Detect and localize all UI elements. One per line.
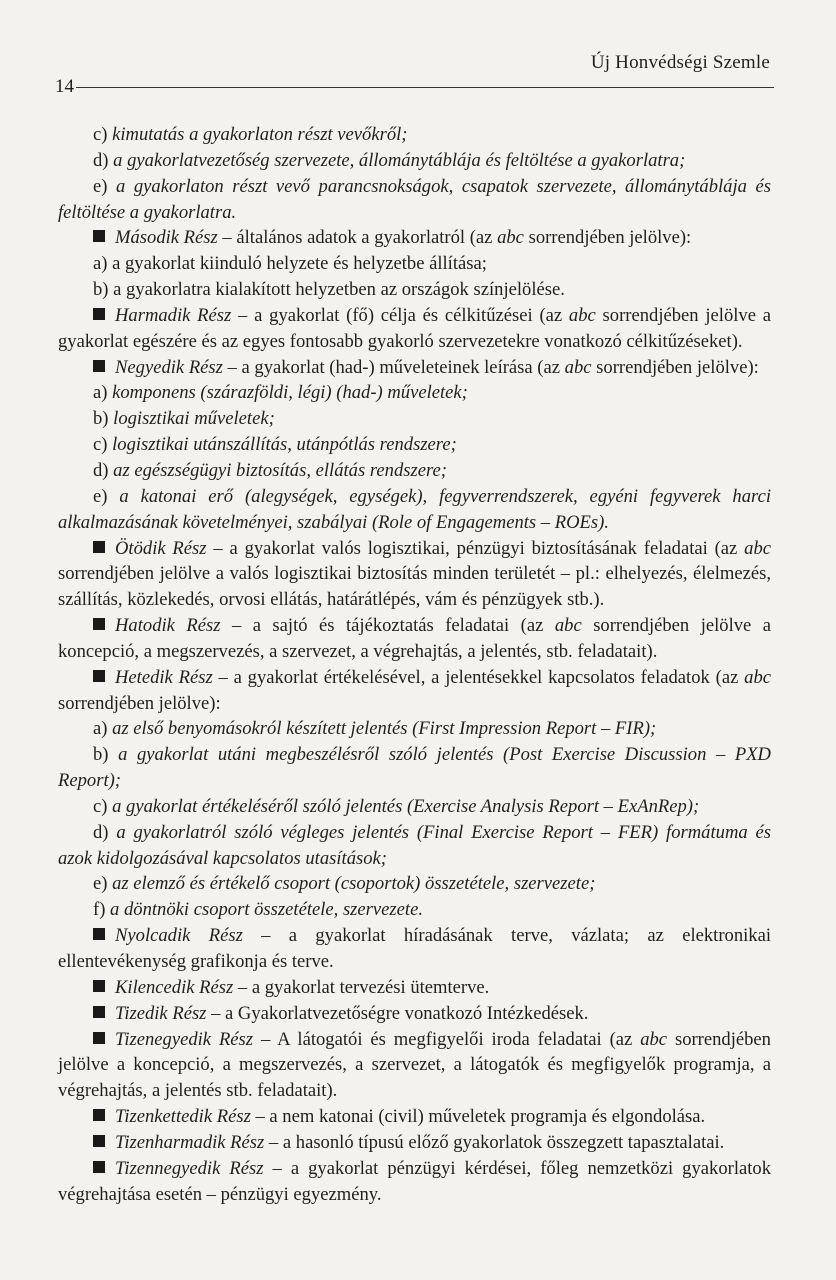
part-text: – általános adatok a gyakorlatról (az: [217, 227, 498, 249]
part-title: Harmadik Rész: [115, 304, 232, 326]
square-bullet-icon: [93, 928, 105, 940]
part-text: – a nem katonai (civil) műveletek programja és elgondolása.: [250, 1106, 706, 1128]
part-7: [58, 665, 771, 717]
abc-term: abc: [554, 615, 582, 637]
part-title: Tizennegyedik Rész: [115, 1157, 264, 1179]
part-title: Hetedik Rész: [115, 666, 213, 688]
part-text: sorrendjében jelölve):: [591, 356, 759, 378]
item-text: a gyakorlatvezetőség szervezete, állománytáblája és feltöltése a gyakorlatra;: [113, 149, 686, 171]
square-bullet-icon: [93, 1109, 105, 1121]
list-item-a: a) a gyakorlat kiinduló helyzete és helyzetbe állítása;: [93, 253, 487, 275]
list-item-c: [58, 122, 771, 148]
journal-title: Új Honvédségi Szemle: [590, 52, 770, 73]
part-text: sorrendjében jelölve):: [58, 692, 221, 714]
abc-term: abc: [497, 227, 524, 249]
item-text: az egészségügyi biztosítás, ellátás rendszere;: [113, 459, 447, 481]
part-title: Tizedik Rész: [115, 1002, 207, 1024]
part-6: [58, 613, 771, 665]
item-label: c): [93, 124, 108, 145]
list-item-f: [58, 897, 771, 923]
part-text: – A látogatói és megfigyelői iroda feladatai (az: [253, 1028, 641, 1050]
item-text: logisztikai utánszállítás, utánpótlás rendszere;: [112, 434, 457, 456]
part-text: – a gyakorlat híradásának terve, vázlata; az elektronikai ellentevékenység grafikonja és terve.: [58, 925, 771, 972]
part-text: sorrendjében jelölve):: [523, 227, 692, 249]
part-title: Tizenegyedik Rész: [115, 1028, 254, 1050]
part-text: – a hasonló típusú előző gyakorlatok összegzett tapasztalatai.: [264, 1131, 725, 1153]
item-text: a gyakorlat értékeléséről szóló jelentés (Exercise Analysis Report – ExAnRep);: [112, 795, 700, 817]
list-item-e: [58, 871, 771, 897]
part-4: [58, 355, 771, 381]
list-item-e: [58, 174, 771, 226]
part-title: Nyolcadik Rész: [115, 925, 243, 947]
list-item-b: b) a gyakorlatra kialakított helyzetben az országok színjelölése.: [93, 279, 565, 301]
square-bullet-icon: [93, 1135, 105, 1147]
part-13: [58, 1130, 771, 1156]
part-title: Hatodik Rész: [115, 615, 221, 637]
list-item-b: [58, 742, 771, 794]
item-label: d): [93, 459, 109, 481]
part-text: – a gyakorlat (fő) célja és célkitűzései (az: [231, 304, 569, 326]
item-label: d): [93, 821, 109, 843]
abc-term: abc: [744, 666, 771, 688]
part-10: [58, 1001, 771, 1027]
square-bullet-icon: [93, 670, 105, 682]
item-text: a katonai erő (alegységek, egységek), fegyverrendszerek, egyéni fegyverek harci alkalmazásának követelményei, szabályai (Role of Engagements – ROEs).: [58, 485, 771, 533]
item-label: e): [93, 873, 108, 895]
part-text: sorrendjében jelölve a koncepció, a megszervezés, a szervezet, a végrehajtás, a jelentés, stb. feladatait).: [58, 615, 772, 662]
item-label: b): [93, 408, 109, 430]
part-title: Tizenharmadik Rész: [115, 1131, 265, 1153]
item-text: kimutatás a gyakorlaton részt vevőkről;: [112, 124, 408, 145]
item-text: a gyakorlatról szóló végleges jelentés (Final Exercise Report – FER) formátuma és azok kidolgozásával kapcsolatos utasítások;: [58, 821, 771, 869]
part-title: Második Rész: [115, 227, 218, 249]
item-label: d): [93, 149, 109, 171]
header-rule: [76, 87, 774, 88]
square-bullet-icon: [93, 1006, 105, 1018]
part-3: [58, 303, 771, 355]
item-label: e): [93, 175, 108, 197]
list-item-c: [58, 794, 771, 820]
abc-term: abc: [568, 304, 596, 326]
square-bullet-icon: [93, 980, 105, 992]
item-text: komponens (szárazföldi, légi) (had-) műveletek;: [112, 382, 468, 404]
item-label: c): [93, 434, 108, 456]
item-text: a gyakorlat utáni megbeszélésről szóló jelentés (Post Exercise Discussion – PXD Report);: [58, 744, 771, 792]
part-text: – a gyakorlat értékelésével, a jelentésekkel kapcsolatos feladatok (az: [212, 666, 745, 688]
part-text: – a gyakorlat pénzügyi kérdései, főleg nemzetközi gyakorlatok végrehajtása esetén – pénzügyi egyezmény.: [58, 1157, 771, 1205]
part-text: – a gyakorlat valós logisztikai, pénzügyi biztosításának feladatai (az: [206, 537, 745, 559]
part-title: Ötödik Rész: [115, 537, 207, 559]
list-item-c: [58, 432, 771, 458]
item-label: e): [93, 485, 108, 507]
list-item-e: [58, 484, 771, 536]
item-text: a döntnöki csoport összetétele, szervezete.: [110, 899, 423, 921]
square-bullet-icon: [93, 308, 105, 320]
part-title: Negyedik Rész: [115, 356, 223, 378]
part-text: – a Gyakorlatvezetőségre vonatkozó Intézkedések.: [206, 1002, 589, 1024]
item-text: logisztikai műveletek;: [113, 408, 275, 430]
page-number: 14: [55, 76, 74, 97]
list-item-a: [58, 380, 771, 406]
part-title: Tizenkettedik Rész: [115, 1106, 251, 1128]
abc-term: abc: [744, 537, 772, 559]
part-text: sorrendjében jelölve a gyakorlat egészére és az egyes fontosabb gyakorló szervezetekre vonatkozó célkitűzéseket).: [58, 304, 771, 352]
list-item-b: [58, 406, 771, 432]
square-bullet-icon: [93, 1032, 105, 1044]
square-bullet-icon: [93, 230, 105, 242]
part-9: [58, 975, 771, 1001]
list-item-a: [58, 716, 771, 742]
item-label: c): [93, 795, 108, 817]
part-text: – a gyakorlat (had-) műveleteinek leírása (az: [222, 356, 565, 378]
part-12: [58, 1104, 771, 1130]
part-14: [58, 1156, 771, 1208]
square-bullet-icon: [93, 618, 105, 630]
item-text: a gyakorlaton részt vevő parancsnokságok, csapatok szervezete, állománytáblája és feltöltése a gyakorlatra.: [58, 175, 771, 223]
item-label: b): [93, 744, 109, 766]
abc-term: abc: [640, 1028, 668, 1050]
part-title: Kilencedik Rész: [115, 976, 234, 998]
square-bullet-icon: [93, 1161, 105, 1173]
item-text: az elemző és értékelő csoport (csoportok) összetétele, szervezete;: [112, 873, 596, 895]
item-label: a): [93, 718, 108, 740]
part-text: – a sajtó és tájékoztatás feladatai (az: [220, 615, 555, 637]
part-5: [58, 536, 771, 614]
item-text: az első benyomásokról készített jelentés (First Impression Report – FIR);: [112, 718, 657, 740]
square-bullet-icon: [93, 360, 105, 372]
square-bullet-icon: [93, 541, 105, 553]
abc-term: abc: [564, 356, 592, 378]
list-item-d: [58, 820, 771, 872]
part-text: sorrendjében jelölve a koncepció, a megszervezés, a szervezet, a látogatók és megfigyelők programja, a végrehajtás, a jelentés stb. feladatait).: [58, 1028, 771, 1102]
part-text: – a gyakorlat tervezési ütemterve.: [233, 976, 490, 998]
part-11: [58, 1027, 771, 1105]
item-label: a): [93, 382, 108, 404]
item-label: f): [93, 899, 106, 921]
page-body: [58, 122, 771, 1207]
part-8: [58, 923, 771, 975]
list-item-d: [58, 148, 771, 174]
part-2: [58, 225, 771, 251]
part-text: sorrendjében jelölve a valós logisztikai biztosítás minden területét – pl.: elhelyezés, élelmezés, szállítás, közlekedés, orvosi ellátás, határátlépés, vám és pénzügyek stb.).: [58, 563, 771, 611]
list-item-d: [58, 458, 771, 484]
